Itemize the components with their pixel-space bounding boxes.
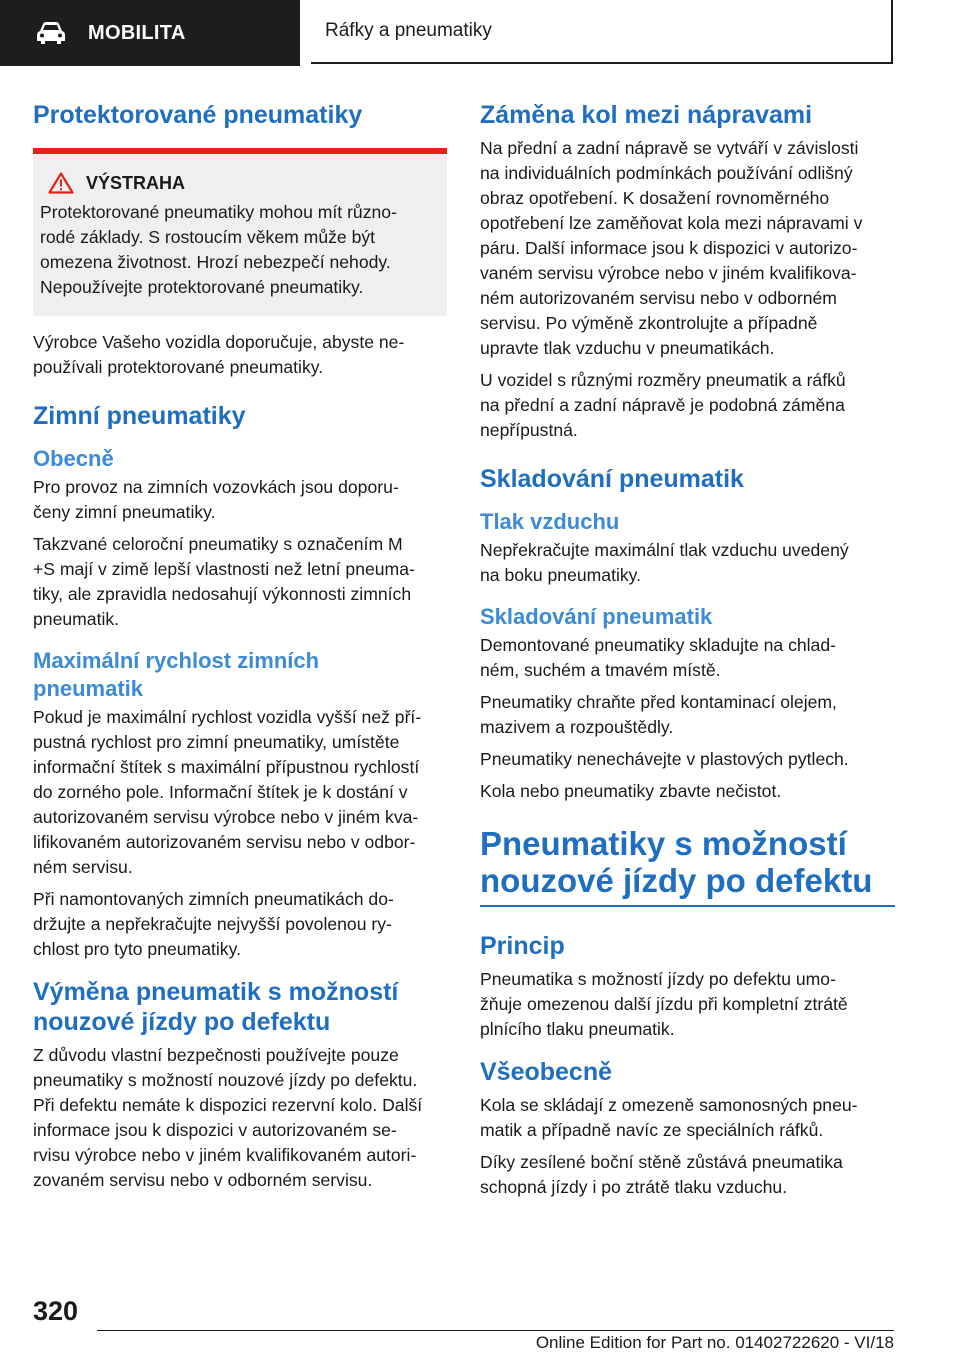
chapter-title: Ráfky a pneumatiky: [325, 20, 492, 41]
left-column: [33, 100, 447, 1200]
paragraph-principle: Pneumatika s možností jízdy po defektu umo- žňuje omezenou další jízdu při kompletní ztrátě plnícího tlaku pneumatik.: [480, 969, 848, 1039]
right-column: [480, 100, 895, 1207]
heading-max-speed: Maximální rychlost zimních pneumatik: [33, 648, 320, 701]
heading-air-pressure: Tlak vzduchu: [480, 509, 620, 534]
warning-text: Protektorované pneumatiky mohou mít různo- rodé základy. S rostoucím věkem může být omezena životnost. Hrozí nebezpečí nehody. Nepoužívejte protektorované pneumatiky.: [40, 202, 397, 297]
warning-title-row: [40, 172, 433, 194]
heading-underline: [480, 905, 895, 907]
paragraph-wheel-swap-2: U vozidel s různými rozměry pneumatik a ráfků na přední a zadní nápravě je podobná záměna nepřípustná.: [480, 370, 846, 440]
heading-general: Obecně: [33, 446, 114, 471]
heading-retreaded-tires: Protektorované pneumatiky: [33, 101, 363, 129]
paragraph-general-info-2: Díky zesílené boční stěně zůstává pneumatika schopná jízdy i po ztrátě tlaku vzduchu.: [480, 1152, 843, 1197]
paragraph-retreaded: Výrobce Vašeho vozidla doporučuje, abyste ne- používali protektorované pneumatiky.: [33, 332, 405, 377]
heading-tire-storage-sub: Skladování pneumatik: [480, 604, 713, 629]
paragraph-storage-4: Kola nebo pneumatiky zbavte nečistot.: [480, 781, 782, 801]
paragraph-wheel-swap-1: Na přední a zadní nápravě se vytváří v závislosti na individuálních podmínkách používání odlišný obraz opotřebení. K dosažení rovnoměrného opotřebení lze zaměňovat kola mezi nápravami v páru. Další informace jsou k dispozici v autorizo- vaném servisu výrobce nebo v jiném kvalifikova- ném autorizovaném servisu nebo v odborném servisu. Po výměně zkontrolujte a případně upravte tlak vzduchu v pneumatikách.: [480, 138, 863, 358]
edition-note: Online Edition for Part no. 01402722620 - VI/18: [535, 1333, 894, 1352]
heading-winter-tires: Zimní pneumatiky: [33, 402, 246, 430]
footer-divider: [97, 1330, 894, 1331]
warning-box: [33, 148, 447, 316]
heading-wheel-swap: Záměna kol mezi nápravami: [480, 101, 813, 129]
paragraph-runflat-change: Z důvodu vlastní bezpečnosti používejte pouze pneumatiky s možností nouzové jízdy po defektu. Při defektu nemáte k dispozici rezervní kolo. Další informace jsou k dispozici v autorizovaném se- rvisu výrobce nebo v jiném kvalifikovaném autori- zovaném servisu nebo v odborném servisu.: [33, 1045, 423, 1190]
paragraph-storage-3: Pneumatiky nenechávejte v plastových pytlech.: [480, 749, 849, 769]
paragraph-general-info-1: Kola se skládají z omezeně samonosných pneu- matik a případně navíc ze speciálních ráfků.: [480, 1095, 858, 1140]
paragraph-air-pressure: Nepřekračujte maximální tlak vzduchu uvedený na boku pneumatiky.: [480, 540, 849, 585]
paragraph-storage-1: Demontované pneumatiky skladujte na chlad- ném, suchém a tmavém místě.: [480, 635, 836, 680]
heading-runflat-tires: Pneumatiky s možností nouzové jízdy po defektu: [480, 825, 873, 899]
section-tab: [0, 0, 300, 66]
paragraph-general-1: Pro provoz na zimních vozovkách jsou doporu- čeny zimní pneumatiky.: [33, 477, 399, 522]
page-number: 320: [33, 1296, 79, 1326]
section-title: MOBILITA: [88, 21, 186, 44]
warning-title: VÝSTRAHA: [86, 172, 186, 193]
heading-general-info: Všeobecně: [480, 1058, 613, 1086]
page-header: [0, 0, 960, 66]
car-icon: [34, 21, 68, 45]
heading-tire-storage: Skladování pneumatik: [480, 465, 744, 493]
paragraph-max-speed-1: Pokud je maximální rychlost vozidla vyšší než pří- pustná rychlost pro zimní pneumatiky, umístěte informační štítek s maximální přípustnou rychlostí do zorného pole. Informační štítek je k dostání v autorizovaném servisu výrobce nebo v jiném kva- lifikovaném autorizovaném servisu nebo v odbor- ném servisu.: [33, 707, 422, 877]
paragraph-general-2: Takzvané celoroční pneumatiky s označením M +S mají v zimě lepší vlastnosti než letní pneuma- tiky, ale zpravidla nedosahují výkonnosti zimních pneumatik.: [33, 534, 415, 629]
paragraph-max-speed-2: Při namontovaných zimních pneumatikách do- držujte a nepřekračujte nejvyšší povolenou ry- chlost pro tyto pneumatiky.: [33, 889, 394, 959]
chapter-tab: [311, 0, 893, 64]
paragraph-storage-2: Pneumatiky chraňte před kontaminací olejem, mazivem a rozpouštědly.: [480, 692, 837, 737]
warning-triangle-icon: [48, 172, 74, 194]
heading-principle: Princip: [480, 932, 565, 960]
heading-runflat-change: Výměna pneumatik s možností nouzové jízdy po defektu: [33, 978, 399, 1036]
